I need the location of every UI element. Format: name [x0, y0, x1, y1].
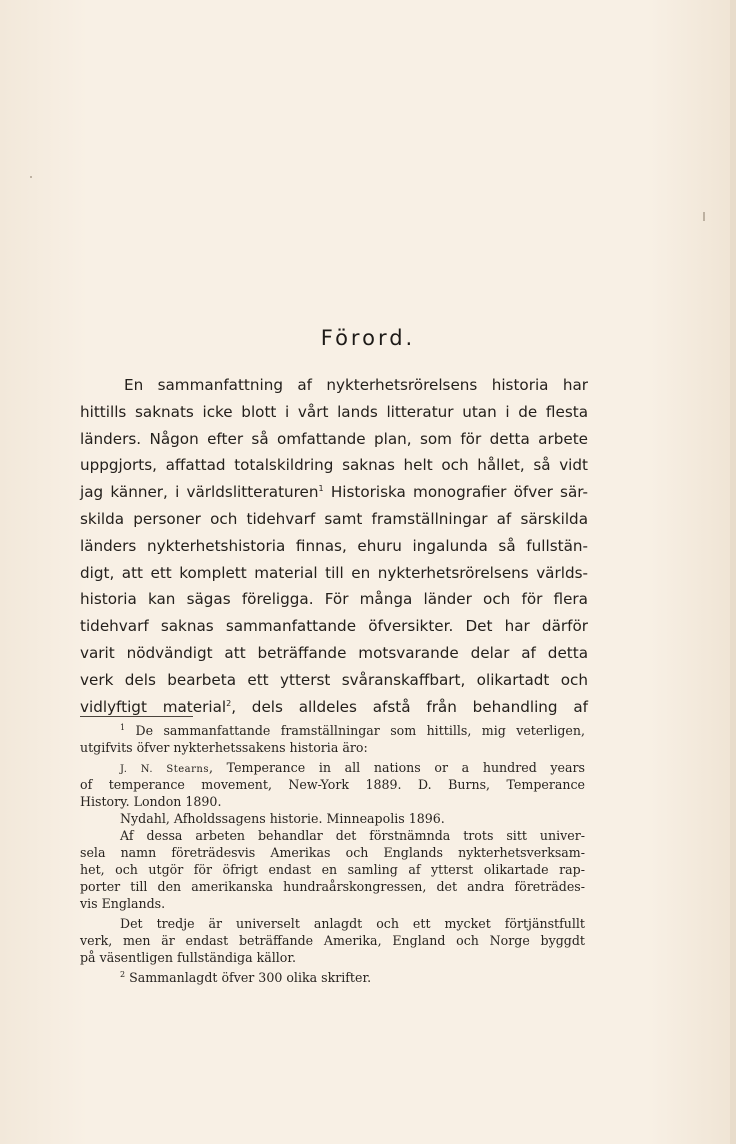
- body-line: historia kan sägas föreligga. För många länder och för flera: [80, 590, 588, 609]
- reference-line: of temperance movement, New-York 1889. D. Burns, Temperance: [80, 777, 585, 792]
- body-line: verk dels bearbeta ett ytterst svåranskaffbart, olikartadt och: [80, 670, 588, 689]
- body-line: digt, att ett komplett material till en nykterhetsrörelsens världs-: [80, 563, 588, 582]
- reference-author: J. N. Stearns: [120, 764, 209, 775]
- body-line: En sammanfattning af nykterhetsrörelsens historia har: [124, 376, 588, 394]
- footnote-para-line: Det tredje är universelt anlagdt och ett mycket förtjänstfullt: [120, 916, 585, 931]
- footnote-para-line: sela namn företrädesvis Amerikas och Englands nykterhetsverksam-: [80, 845, 585, 860]
- footnote-text: De sammanfattande framställningar som hittills, mig veterligen,: [135, 723, 585, 738]
- paper-speck: [703, 212, 705, 221]
- footnote-1-line: utgifvits öfver nykterhetssakens historia äro:: [80, 740, 368, 755]
- body-line: hittills saknats icke blott i vårt lands litteratur utan i de flesta: [80, 402, 588, 421]
- body-line: uppgjorts, affattad totalskildring saknas helt och hållet, så vidt: [80, 456, 588, 475]
- footnote-para-line: porter till den amerikanska hundraårskongressen, det andra företrädes-: [80, 879, 585, 894]
- footnote-1-line: [80, 722, 585, 739]
- reference-text: , Temperance in all nations or a hundred years: [209, 760, 585, 775]
- footnote-para-line: het, och utgör för öfrigt endast en samling af ytterst olikartade rap-: [80, 862, 585, 877]
- footnote-para-line: Af dessa arbeten behandlar det förstnämnda trots sitt univer-: [120, 828, 585, 843]
- body-line-part: , dels alldeles afstå från behandling af: [231, 697, 588, 716]
- footnote-para-line: verk, men är endast beträffande Amerika, England och Norge byggdt: [80, 933, 585, 948]
- body-line-part: Historiska monografier öfver sär-: [330, 483, 589, 502]
- footnote-ref-2[interactable]: 2: [226, 698, 232, 708]
- body-line: skilda personer och tidehvarf samt framställningar af särskilda: [80, 509, 588, 528]
- reference-line: [80, 759, 585, 776]
- body-line: länders nykterhetshistoria finnas, ehuru ingalunda så fullstän-: [80, 536, 588, 555]
- footnote-marker-1: 1: [120, 722, 126, 732]
- page-edge: [730, 0, 736, 1144]
- footnote-text: Sammanlagdt öfver 300 olika skrifter.: [129, 970, 372, 985]
- reference-line: Nydahl, Afholdssagens historie. Minneapolis 1896.: [120, 811, 445, 826]
- footnote-para-line: vis Englands.: [80, 896, 166, 911]
- footnote-2-line: [80, 969, 585, 986]
- body-line: [80, 479, 588, 506]
- body-line-part: vidlyftigt material: [80, 697, 227, 716]
- body-line: länders. Någon efter så omfattande plan, som för detta arbete: [80, 429, 588, 448]
- body-paragraph: [80, 372, 588, 720]
- footnote-para-line: på väsentligen fullständiga källor.: [80, 950, 297, 965]
- footnote-ref-1[interactable]: 1: [318, 484, 324, 494]
- footnote-marker-2: 2: [120, 969, 126, 979]
- reference-line: History. London 1890.: [80, 794, 222, 809]
- footnotes: [80, 722, 585, 986]
- paper-speck: [30, 176, 32, 178]
- body-line-part: jag känner, i världslitteraturen: [80, 483, 319, 502]
- body-line: tidehvarf saknas sammanfattande öfversikter. Det har därför: [80, 617, 588, 636]
- body-line: varit nödvändigt att beträffande motsvarande delar af detta: [80, 643, 588, 662]
- footnote-divider: [80, 716, 193, 717]
- page-title: Förord.: [320, 326, 416, 350]
